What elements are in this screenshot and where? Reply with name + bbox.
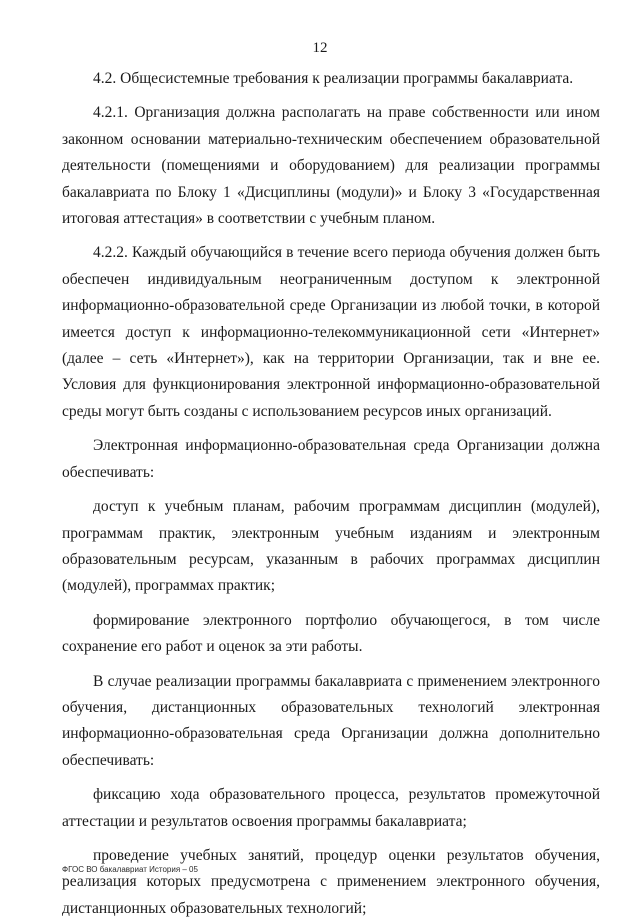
paragraph-4-2-1: 4.2.1. Организация должна располагать на праве собственности или ином законном основании материально-техническим обеспечением образовательной деятельности (помещениями и оборудованием) для реализации программы бакалавриата по Блоку 1 «Дисциплины (модули)» и Блоку 3 «Государственная итоговая аттестация» в соответствии с учебным планом.	[62, 104, 600, 228]
list-item-access: доступ к учебным планам, рабочим программам дисциплин (модулей), программам практик, электронным учебным изданиям и электронным образовательным ресурсам, указанным в рабочих программах дисциплин (модулей), программах практик;	[62, 498, 600, 595]
paragraph-distance-learning: В случае реализации программы бакалавриата с применением электронного обучения, дистанционных образовательных технологий электронная информационно-образовательная среда Организации должна дополнительно обеспечивать:	[62, 672, 600, 769]
list-item-fixation: фиксацию хода образовательного процесса, результатов промежуточной аттестации и результатов освоения программы бакалавриата;	[62, 786, 600, 830]
list-item-portfolio: формирование электронного портфолио обучающегося, в том числе сохранение его работ и оценок за эти работы.	[62, 611, 600, 656]
page-number: 12	[312, 40, 328, 56]
paragraph-4-2-2: 4.2.2. Каждый обучающийся в течение всего периода обучения должен быть обеспечен индивидуальным неограниченным доступом к электронной информационно-образовательной среде Организации из любой точки, в которой имеется доступ к информационно-телекоммуникационной сети «Интернет» (далее – сеть «Интернет»), как на территории Организации, так и вне ее. Условия для функционирования электронной информационно-образовательной среды могут быть созданы с использованием ресурсов иных организаций.	[62, 244, 600, 420]
document-body	[62, 66, 600, 922]
page-footer: ФГОС ВО бакалавриат История – 05	[62, 865, 198, 874]
paragraph-eios-requirements: Электронная информационно-образовательная среда Организации должна обеспечивать:	[62, 437, 600, 481]
list-item-conducting: проведение учебных занятий, процедур оценки результатов обучения, реализация которых предусмотрена с применением электронного обучения, дистанционных образовательных технологий;	[62, 846, 600, 917]
section-heading-4-2: 4.2. Общесистемные требования к реализации программы бакалавриата.	[93, 70, 574, 87]
